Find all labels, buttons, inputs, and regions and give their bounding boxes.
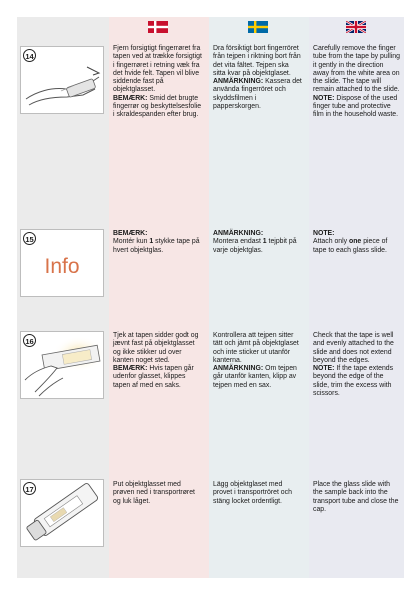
uk-flag-icon <box>346 21 366 33</box>
step-16-illustration <box>20 331 104 399</box>
step-17-english-text <box>313 481 401 514</box>
note-text: Om tejpen går utanför kanten, klipp av tejpen med en sax. <box>213 365 297 389</box>
note-label: ANMÄRKNING: <box>213 365 264 373</box>
step-15-illustration <box>20 229 104 297</box>
note-text: stykke tape på hvert objektglas. <box>113 238 200 254</box>
note-label: BEMÆRK: <box>113 230 148 237</box>
instruction-text: Lägg objektglaset med provet i transportröret och stäng locket ordentligt. <box>213 481 292 505</box>
instruction-text: Tjek at tapen sidder godt og jævnt fast på objektglasset og ikke stikker ud over kanten noget sted. <box>113 332 199 364</box>
step-number: 17 <box>23 482 36 495</box>
instruction-text: Kontrollera att tejpen sitter tätt och jämt på objektglaset och inte sticker ut utanför kanterna. <box>213 332 299 364</box>
swedish-flag-icon <box>248 21 268 33</box>
note-text: Montera endast <box>213 238 263 246</box>
note-text: Attach only <box>313 238 350 246</box>
instruction-text: Fjern forsigtigt fingerrøret fra tapen ved at trække forsigtigt i fingerrøret i retning væk fra det hvide felt. Tapen vil blive siddende fast på objektglasset. <box>113 45 202 94</box>
note-text: piece of tape to each glass slide. <box>313 238 388 254</box>
step-15-danish-text <box>113 230 203 255</box>
step-14-english-text <box>313 45 401 120</box>
step-number: 14 <box>23 49 36 62</box>
step-16-english-text <box>313 332 401 398</box>
note-text: Smid det brugte fingerrør og beskyttelsesfolie i skraldespanden efter brug. <box>113 94 202 119</box>
step-16-swedish-text <box>213 332 303 390</box>
instruction-text: Dra försiktigt bort fingerröret från tejpen i riktning bort från det vita fältet. Tejpen ska sitta kvar på objektglaset. <box>213 45 301 77</box>
step-14-illustration <box>20 46 104 114</box>
note-text: Kassera det använda fingerröret och skyddsfilmen i papperskorgen. <box>213 78 302 111</box>
instruction-text: Check that the tape is well and evenly attached to the slide and does not extend beyond the edges. <box>313 332 394 364</box>
note-text: tejpbit på varje objektglas. <box>213 238 297 254</box>
note-text: Dispose of the used finger tube and protective film in the household waste. <box>313 94 399 119</box>
note-emphasis: 1 <box>149 238 154 246</box>
note-label: ANMÄRKNING: <box>213 78 264 86</box>
step-17-swedish-text <box>213 481 303 506</box>
step-number: 16 <box>23 334 36 347</box>
note-emphasis: 1 <box>262 238 267 246</box>
step-15-swedish-text <box>213 230 303 255</box>
instruction-text: Put objektglasset med prøven ned i transportrøret og luk låget. <box>113 481 195 505</box>
instruction-text: Place the glass slide with the sample back into the transport tube and close the cap. <box>313 481 399 513</box>
note-text: Montér kun <box>113 238 150 246</box>
note-text: If the tape extends beyond the edge of the slide, trim the excess with scissors. <box>313 365 394 398</box>
note-label: NOTE: <box>313 230 335 237</box>
note-label: ANMÄRKNING: <box>213 230 264 237</box>
step-17-danish-text <box>113 481 203 506</box>
note-text: Hvis tapen går udenfor glasset, klippes tapen af med en saks. <box>113 365 194 389</box>
step-14-danish-text <box>113 45 203 120</box>
note-emphasis: one <box>349 238 362 246</box>
step-number: 15 <box>23 232 36 245</box>
step-16-danish-text <box>113 332 203 390</box>
note-label: NOTE: <box>313 94 335 102</box>
note-label: BEMÆRK: <box>113 365 148 373</box>
step-15-english-text <box>313 230 401 255</box>
note-label: BEMÆRK: <box>113 94 148 102</box>
danish-flag-icon <box>148 21 168 33</box>
step-14-swedish-text <box>213 45 303 111</box>
step-17-illustration <box>20 479 104 547</box>
info-label: Info <box>44 255 80 278</box>
instruction-text: Carefully remove the finger tube from the tape by pulling it gently in the direction away from the white area on the slide. The tape will remain attached to the slide. <box>313 45 400 94</box>
note-label: NOTE: <box>313 365 335 373</box>
